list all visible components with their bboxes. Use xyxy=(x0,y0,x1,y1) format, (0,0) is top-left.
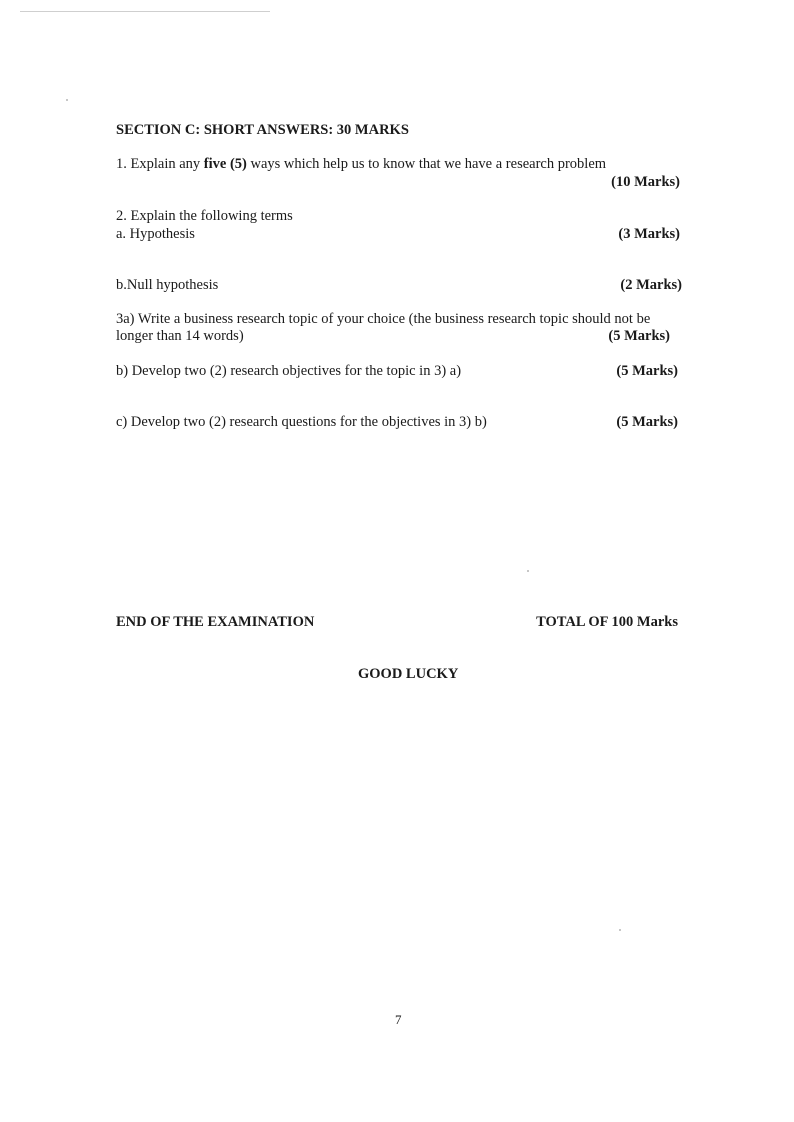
question-3b-marks: (5 Marks) xyxy=(616,363,678,379)
question-1-emphasis: five (5) xyxy=(203,156,247,172)
question-2b-marks: (2 Marks) xyxy=(620,277,682,293)
end-of-exam-label: END OF THE EXAMINATION xyxy=(116,614,315,630)
good-luck-message: GOOD LUCKY xyxy=(358,666,459,682)
question-1-prefix: 1. Explain any xyxy=(116,156,204,172)
question-1-suffix: ways which help us to know that we have a research problem xyxy=(246,156,607,172)
section-title: SECTION C: SHORT ANSWERS: 30 MARKS xyxy=(116,122,409,138)
question-3c-marks: (5 Marks) xyxy=(616,414,678,430)
question-1-text xyxy=(116,156,606,173)
question-3a-line-2: longer than 14 words) xyxy=(116,328,244,344)
question-3a-marks: (5 Marks) xyxy=(608,328,670,344)
question-2a-text: a. Hypothesis xyxy=(116,226,195,242)
scan-speck xyxy=(66,99,68,101)
page-number: 7 xyxy=(395,1012,402,1027)
scan-speck xyxy=(527,570,529,572)
question-3a-line-1: 3a) Write a business research topic of your choice (the business research topic should not be xyxy=(116,311,651,327)
question-2b-text: b.Null hypothesis xyxy=(116,277,219,293)
scan-speck xyxy=(619,929,621,931)
question-3b-text: b) Develop two (2) research objectives for the topic in 3) a) xyxy=(116,363,462,379)
question-2-intro: 2. Explain the following terms xyxy=(116,208,293,224)
question-3c-text: c) Develop two (2) research questions for the objectives in 3) b) xyxy=(116,414,487,430)
total-marks-label: TOTAL OF 100 Marks xyxy=(536,614,678,630)
scan-artifact-top xyxy=(20,11,270,12)
question-2a-marks: (3 Marks) xyxy=(618,226,680,242)
question-1-marks: (10 Marks) xyxy=(611,174,680,190)
